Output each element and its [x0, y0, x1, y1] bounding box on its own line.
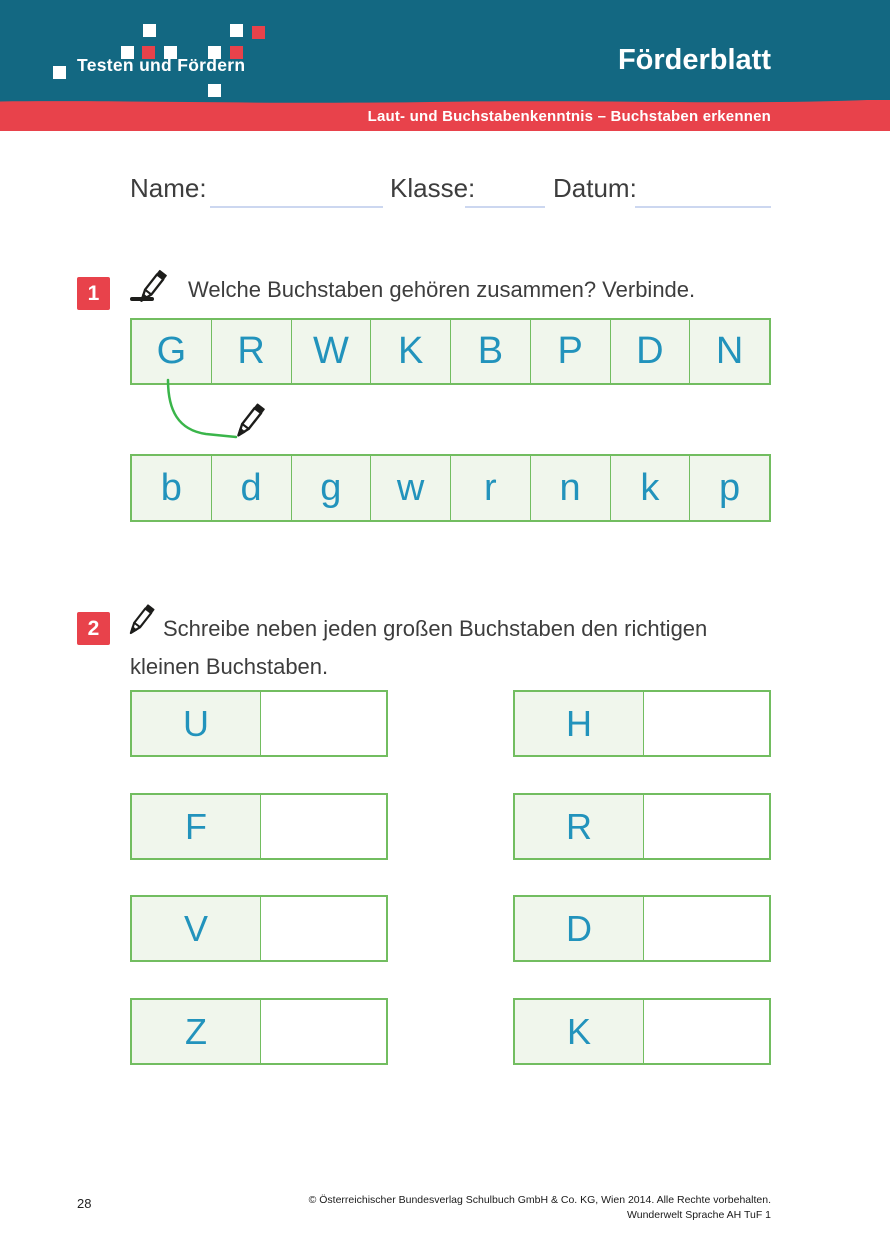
- series-line: Wunderwelt Sprache AH TuF 1: [627, 1209, 771, 1221]
- header-bar: [0, 0, 890, 100]
- lowercase-letter-cell[interactable]: d: [211, 456, 291, 520]
- lowercase-letter-row: [130, 454, 771, 522]
- klasse-label: Klasse:: [390, 173, 476, 203]
- lowercase-letter-cell[interactable]: r: [450, 456, 530, 520]
- exercise1-number-badge: 1: [77, 277, 110, 310]
- datum-input-line[interactable]: [635, 206, 771, 208]
- answer-cell[interactable]: [261, 795, 386, 858]
- datum-label: Datum:: [553, 173, 637, 203]
- uppercase-letter-cell[interactable]: N: [689, 320, 769, 383]
- header-wave-decoration: [0, 97, 890, 107]
- letter-pair-box: [130, 998, 388, 1065]
- uppercase-letter-cell[interactable]: D: [610, 320, 690, 383]
- page-number: 28: [77, 1196, 92, 1211]
- exercise2-instruction-line2: kleinen Buchstaben.: [130, 654, 329, 679]
- answer-cell[interactable]: [261, 1000, 386, 1063]
- subject-bar: Laut- und Buchstabenkenntnis – Buchstaben erkennen: [0, 100, 890, 131]
- given-letter-cell: H: [515, 692, 644, 755]
- lowercase-letter-cell[interactable]: b: [160, 466, 182, 509]
- logo-square: [252, 26, 265, 39]
- answer-cell[interactable]: [261, 897, 386, 960]
- letter-pair-box: [130, 895, 388, 962]
- uppercase-letter-cell[interactable]: K: [370, 320, 450, 383]
- answer-cell[interactable]: [644, 692, 769, 755]
- pencil-icon: [136, 261, 174, 305]
- pencil-icon: [233, 394, 272, 440]
- letter-pair-box: [513, 690, 771, 757]
- uppercase-letter-cell[interactable]: P: [530, 320, 610, 383]
- name-input-line[interactable]: [210, 206, 383, 208]
- lowercase-letter-cell[interactable]: w: [370, 456, 450, 520]
- given-letter-cell: F: [132, 795, 261, 858]
- given-letter-cell: R: [515, 795, 644, 858]
- pencil-icon: [126, 596, 161, 637]
- klasse-input-line[interactable]: [465, 206, 545, 208]
- name-label: Name:: [130, 173, 207, 203]
- answer-cell[interactable]: [644, 1000, 769, 1063]
- given-letter-cell: U: [132, 692, 261, 755]
- letter-pair-box: [130, 793, 388, 860]
- uppercase-letter-cell[interactable]: R: [211, 320, 291, 383]
- uppercase-letter-cell[interactable]: W: [291, 320, 371, 383]
- logo-square: [230, 24, 243, 37]
- given-letter-cell: D: [515, 897, 644, 960]
- letter-pair-box: [513, 793, 771, 860]
- exercise2-instruction-line1: Schreibe neben jeden großen Buchstaben den richtigen: [163, 616, 708, 641]
- given-letter-cell: Z: [132, 1000, 261, 1063]
- uppercase-letter-cell[interactable]: B: [450, 320, 530, 383]
- given-letter-cell: K: [515, 1000, 644, 1063]
- logo-square: [208, 84, 221, 97]
- exercise1-instruction: Welche Buchstaben gehören zusammen? Verbinde.: [188, 277, 696, 302]
- logo-square: [53, 66, 66, 79]
- lowercase-letter-cell[interactable]: p: [689, 456, 769, 520]
- copyright-block: [309, 1193, 771, 1223]
- page-title: Förderblatt: [617, 44, 771, 76]
- given-letter-cell: V: [132, 897, 261, 960]
- letter-pair-box: [513, 895, 771, 962]
- copyright-line: © Österreichischer Bundesverlag Schulbuch GmbH & Co. KG, Wien 2014. Alle Rechte vorbehalten.: [308, 1194, 771, 1206]
- letter-pair-box: [130, 690, 388, 757]
- uppercase-letter-cell[interactable]: G: [156, 330, 187, 372]
- lowercase-letter-cell[interactable]: k: [610, 456, 690, 520]
- lowercase-letter-cell[interactable]: n: [530, 456, 610, 520]
- exercise2-number-badge: 2: [77, 612, 110, 645]
- answer-cell[interactable]: [644, 795, 769, 858]
- answer-cell[interactable]: [261, 692, 386, 755]
- answer-cell[interactable]: [644, 897, 769, 960]
- lowercase-letter-cell[interactable]: g: [291, 456, 371, 520]
- brand-title: Testen und Fördern: [77, 55, 246, 75]
- letter-pair-box: [513, 998, 771, 1065]
- logo-square: [143, 24, 156, 37]
